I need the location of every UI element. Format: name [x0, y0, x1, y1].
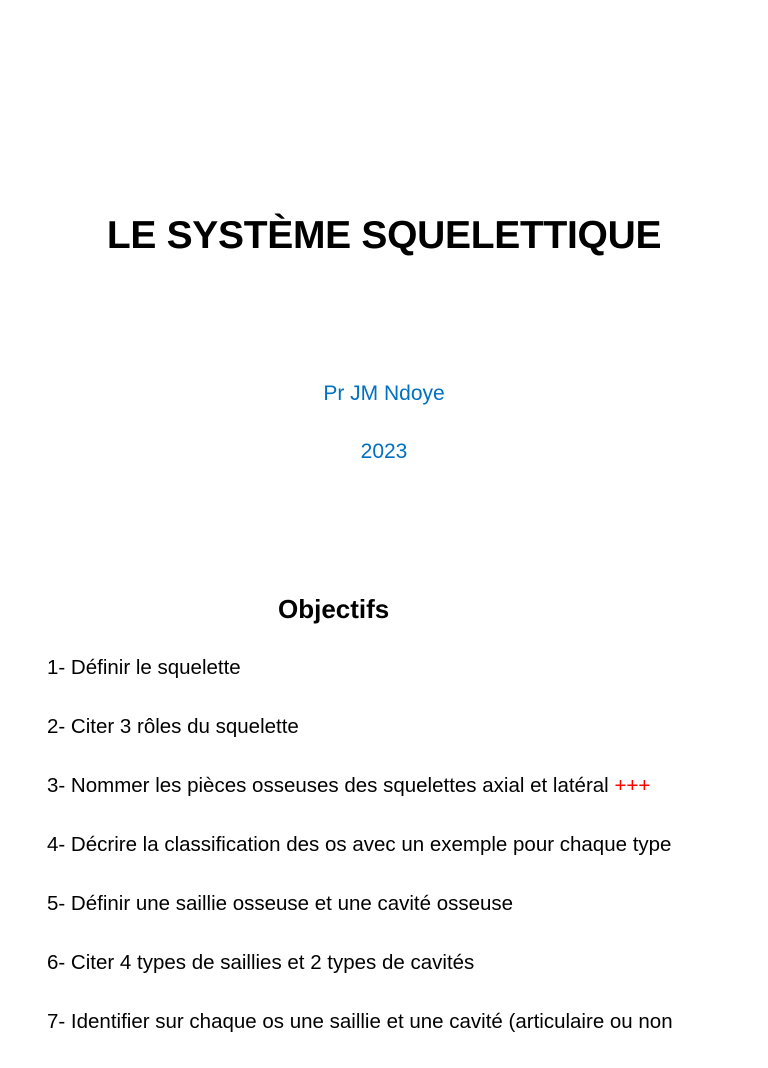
- objectives-heading: Objectifs: [278, 594, 390, 624]
- objective-item: [47, 1009, 673, 1068]
- objective-text: 7- Identifier sur chaque os une saillie et une cavité (articulaire ou non: [47, 1010, 673, 1033]
- objective-item: [47, 655, 673, 714]
- objective-text: 6- Citer 4 types de saillies et 2 types de cavités: [47, 951, 475, 974]
- objective-text: 1- Définir le squelette: [47, 656, 241, 679]
- objective-item: [47, 832, 673, 891]
- objective-text: 5- Définir une saillie osseuse et une cavité osseuse: [47, 892, 514, 915]
- objective-text: 4- Décrire la classification des os avec un exemple pour chaque type: [47, 833, 672, 856]
- author-name: Pr JM Ndoye: [323, 382, 445, 405]
- objective-text: 3- Nommer les pièces osseuses des squelettes axial et latéral: [47, 774, 615, 797]
- objective-text: 2- Citer 3 rôles du squelette: [47, 715, 299, 738]
- document-year: 2023: [360, 440, 408, 463]
- importance-marker: +++: [614, 774, 651, 797]
- objective-item: [47, 950, 673, 1009]
- document-title: LE SYSTÈME SQUELETTIQUE: [106, 214, 662, 257]
- objective-item: [47, 773, 673, 832]
- objective-item: [47, 891, 673, 950]
- objective-item: [47, 714, 673, 773]
- objectives-list: [47, 655, 673, 1068]
